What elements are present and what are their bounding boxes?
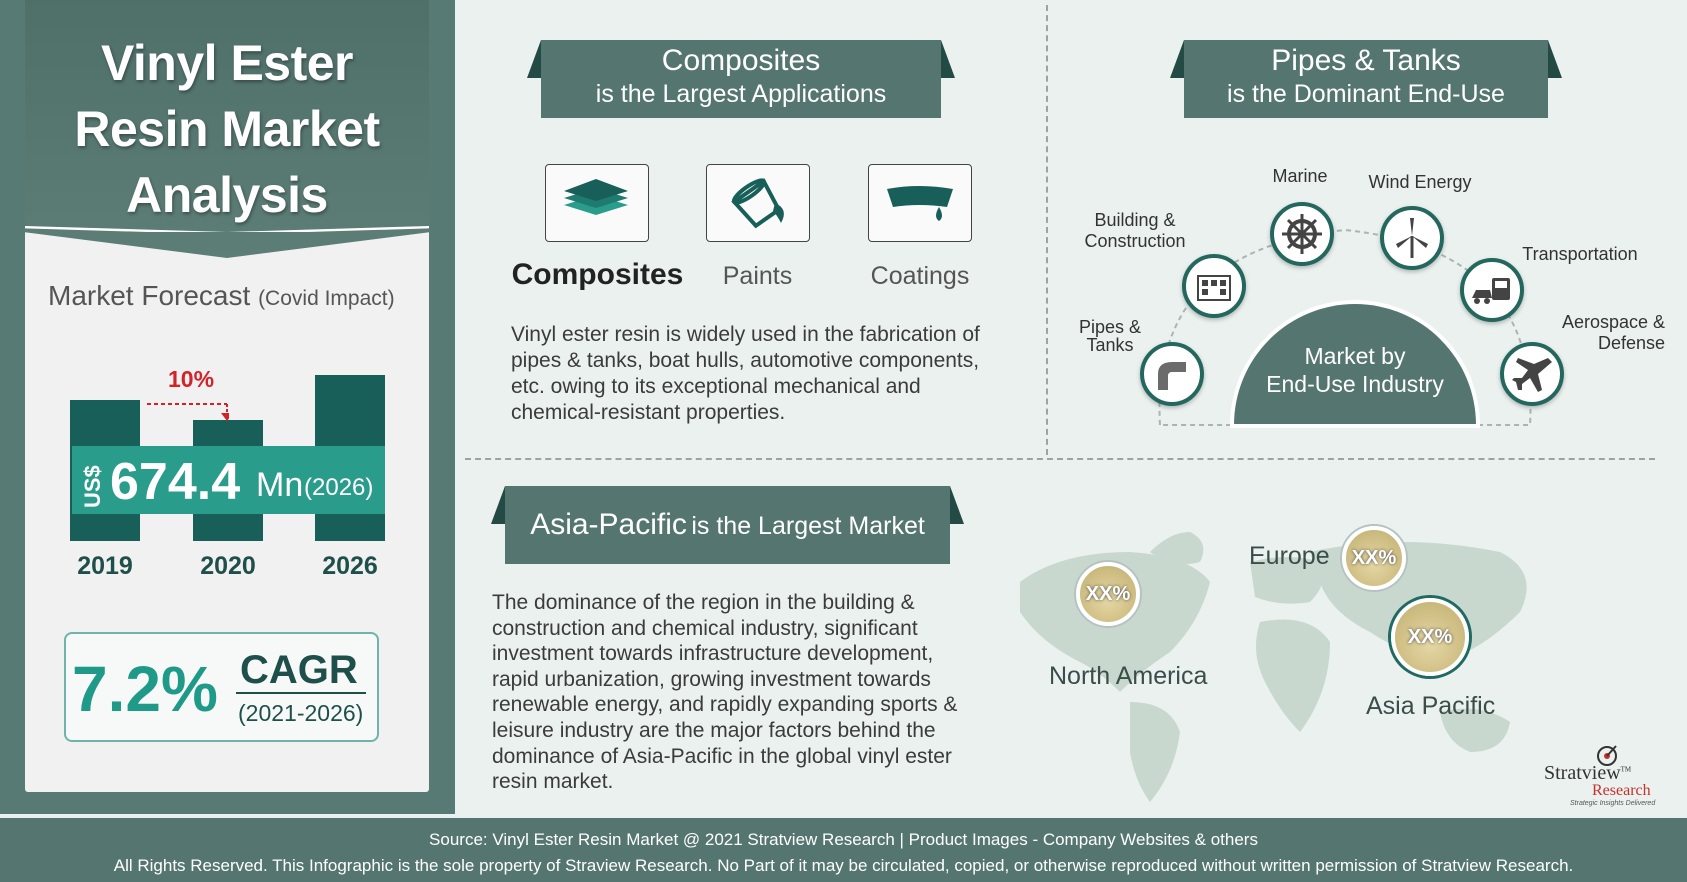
application-label-composites: Composites [511,258,684,291]
ribbon-fold-left [527,40,541,78]
dashed-arrow-icon [147,402,229,422]
region-ribbon-subtitle: is the Largest Market [691,512,925,540]
enduse-center-line1: Market by [1304,343,1406,369]
cagr-value: 7.2% [72,653,218,725]
region-label-north-america: North America [1049,662,1208,690]
enduse-ribbon-title: Pipes & Tanks [1271,44,1461,77]
page-title-line1: Vinyl Ester [100,35,354,91]
coatings-icon-box [868,164,972,242]
enduse-marine-icon-circle [1270,202,1334,266]
enduse-ribbon [1184,40,1548,118]
applications-ribbon-title: Composites [661,44,821,77]
ship-wheel-icon [1274,206,1330,262]
enduse-label-transport: Transportation [1522,244,1638,264]
vehicles-icon [1464,262,1520,318]
enduse-center-text [1230,342,1480,398]
year-label-2019: 2019 [77,552,133,580]
enduse-label-wind: Wind Energy [1368,172,1472,192]
composites-icon-box [545,164,649,242]
region-label-europe: Europe [1249,542,1330,570]
page-title-line2: Resin Market [74,101,380,157]
enduse-label-marine: Marine [1272,166,1328,186]
region-bubble-north-america: XX% [1076,562,1140,626]
page-title-line3: Analysis [126,167,328,223]
footer-source: Source: Vinyl Ester Resin Market @ 2021 Stratview Research | Product Images - Company Websites & others [429,830,1258,849]
enduse-ribbon-subtitle: is the Dominant End-Use [1227,80,1505,108]
enduse-transport-icon-circle [1460,258,1524,322]
year-label-2026: 2026 [322,552,378,580]
forecast-value-year: (2026) [304,474,374,501]
logo-tagline: Strategic Insights Delivered [1570,800,1656,807]
paint-bucket-icon [707,165,808,240]
ribbon-fold-left [1170,40,1184,78]
coating-drop-icon [869,165,970,240]
application-label-paints: Paints [722,262,793,290]
enduse-label-building: Building & Construction [1084,210,1186,251]
logo-subtitle: Research [1592,782,1651,799]
region-ribbon [505,486,950,564]
region-bubble-asia-pacific: XX% [1391,598,1469,676]
paints-icon-box [706,164,810,242]
ribbon-fold-left [491,486,505,524]
region-label-asia-pacific: Asia Pacific [1366,692,1496,720]
applications-ribbon-subtitle: is the Largest Applications [595,80,887,108]
building-icon [1186,258,1242,314]
cagr-divider [236,692,366,694]
forecast-heading-text: Market Forecast [48,280,251,311]
logo-tm: TM [1620,765,1632,774]
year-label-2020: 2020 [200,552,256,580]
ribbon-fold-right [941,40,955,78]
enduse-wind-icon-circle [1380,206,1444,270]
forecast-subheading: (Covid Impact) [258,287,395,310]
enduse-center-line2: End-Use Industry [1266,371,1444,397]
wind-turbine-icon [1384,210,1440,266]
forecast-currency: US$ [80,465,105,508]
region-description: The dominance of the region in the building & construction and chemical industry, significant investment towards infrastructure development, rapid urbanization, growing investment towards renewable energy, and rapidly expanding sports & leisure industry are the major factors behind the dominance of Asia-Pacific in the global vinyl ester resin market. [492,591,958,794]
application-label-coatings: Coatings [870,262,970,290]
forecast-value: 674.4 [110,453,241,511]
layers-icon [546,165,647,240]
cagr-period: (2021-2026) [238,700,364,726]
region-ribbon-title: Asia-Pacific [530,508,687,541]
forecast-heading [48,280,395,312]
airplane-icon [1504,346,1560,402]
ribbon-fold-right [950,486,964,524]
vertical-divider [1046,5,1048,455]
region-bubble-europe: XX% [1342,526,1406,590]
applications-ribbon [541,40,941,118]
footer-rights: All Rights Reserved. This Infographic is the sole property of Straview Research. No Part of it may be circulated, copied, or otherwise reproduced without written permission of Stratview Research. [113,856,1574,875]
enduse-building-icon-circle [1182,254,1246,318]
logo-word: Stratview [1544,762,1621,784]
enduse-label-aerospace: Aerospace & Defense [1561,312,1665,353]
ribbon-fold-right [1548,40,1562,78]
enduse-label-pipes: Pipes & Tanks [1078,317,1142,355]
applications-description: Vinyl ester resin is widely used in the fabrication of pipes & tanks, boat hulls, automotive components, etc. owing to its exceptional mechanical and chemical-resistant properties. [511,323,980,424]
growth-drop-label: 10% [168,366,215,392]
horizontal-divider [465,458,1655,460]
forecast-unit: Mn [256,466,304,504]
cagr-label: CAGR [240,648,358,692]
pipe-elbow-icon [1144,346,1200,402]
